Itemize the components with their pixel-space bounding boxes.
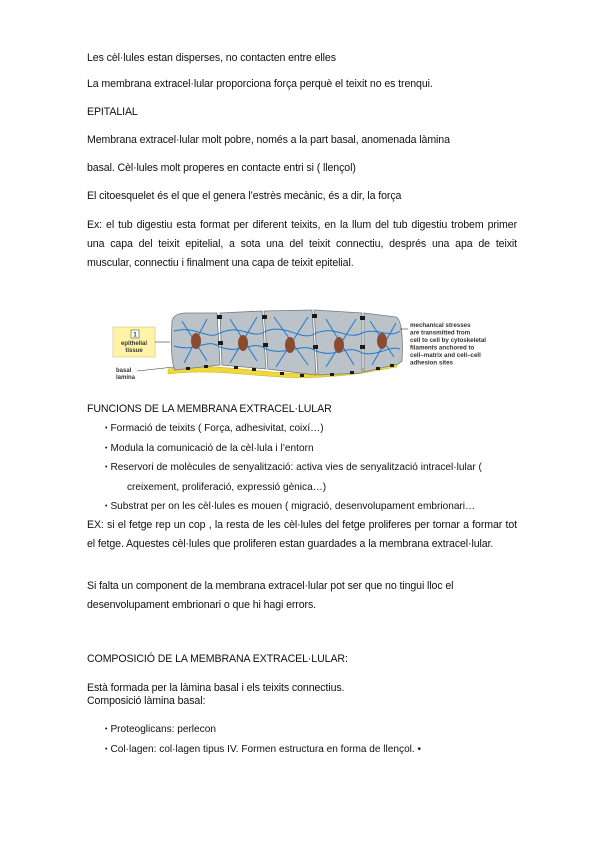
paragraph-citoesquelet: El citoesquelet és el que el genera l’estrès mecànic, és a dir, la força bbox=[87, 190, 402, 202]
bullet-icon: • bbox=[105, 425, 108, 432]
paragraph-falta-component: Si falta un component de la membrana extracel·lular pot ser que no tingui lloc el desenvolupament embrionari o que hi hagi errors. bbox=[87, 580, 454, 611]
junction bbox=[360, 316, 365, 320]
list-item-text: Formació de teixits ( Força, adhesivitat, coixí…) bbox=[110, 423, 324, 434]
list-item-text: Reservori de molècules de senyalització: activa vies de senyalització intracel·lular ( bbox=[110, 462, 482, 474]
junction bbox=[218, 341, 223, 345]
junction bbox=[252, 368, 256, 371]
label-tissue: tissue bbox=[125, 348, 143, 354]
junction bbox=[350, 371, 354, 374]
junction bbox=[313, 345, 318, 349]
junction bbox=[263, 343, 268, 347]
list-item-text: Substrat per on les cèl·lules es mouen ( migració, desenvolupament embrionari… bbox=[110, 501, 476, 513]
list-item bbox=[101, 497, 521, 517]
bullet-icon: • bbox=[105, 503, 108, 511]
paragraph-composicio-lamina: Composició làmina basal: bbox=[87, 695, 206, 707]
nucleus bbox=[238, 335, 248, 351]
junction bbox=[186, 367, 190, 370]
bullet-icon: • bbox=[105, 444, 108, 452]
junction bbox=[300, 374, 304, 377]
paragraph-membrana-forca: La membrana extracel·lular proporciona força perquè el teixit no es trenqui. bbox=[87, 78, 433, 90]
paragraph-membrana-pobre: Membrana extracel·lular molt pobre, només a la part basal, anomenada làmina bbox=[87, 134, 450, 146]
nucleus bbox=[377, 333, 387, 349]
composicio-list bbox=[101, 720, 521, 759]
junction bbox=[330, 373, 334, 376]
paragraph-formada: Està formada per la làmina basal i els teixits connectius. bbox=[87, 682, 345, 694]
junction bbox=[360, 345, 365, 349]
caption-line-5: cell–matrix and cell–cell bbox=[410, 352, 481, 359]
junction bbox=[280, 372, 284, 375]
paragraph-disperses: Les cèl·lules estan disperses, no contacten entre elles bbox=[87, 52, 336, 64]
caption-line-1: mechanical stresses bbox=[410, 322, 471, 329]
nucleus bbox=[285, 337, 295, 353]
list-item bbox=[101, 458, 521, 497]
label-basal: basal bbox=[116, 368, 132, 374]
nucleus bbox=[191, 333, 201, 349]
nucleus bbox=[334, 337, 344, 353]
list-item bbox=[101, 419, 521, 439]
bullet-icon: • bbox=[105, 464, 108, 472]
label-epithelial: epithelial bbox=[120, 341, 148, 347]
label-lamina: lamina bbox=[116, 375, 136, 381]
list-item-continuation: creixement, proliferació, expressió gènica…) bbox=[127, 481, 327, 493]
junction bbox=[217, 315, 222, 319]
junction bbox=[234, 366, 238, 369]
junction bbox=[376, 367, 380, 370]
list-item bbox=[101, 740, 521, 760]
heading-epitelial: EPITALIAL bbox=[87, 106, 138, 118]
paragraph-basal-cells: basal. Cèl·lules molt properes en contacte entri si ( llençol) bbox=[87, 162, 356, 174]
list-item bbox=[101, 720, 521, 740]
caption-line-2: are transmitted from bbox=[410, 329, 471, 337]
bullet-icon: • bbox=[105, 726, 108, 733]
junction bbox=[262, 315, 267, 319]
epithelial-diagram bbox=[112, 301, 512, 391]
caption-line-6: adhesion sites bbox=[410, 359, 453, 367]
heading-funcions: FUNCIONS DE LA MEMBRANA EXTRACEL·LULAR bbox=[87, 403, 332, 415]
funcions-list bbox=[101, 419, 521, 517]
list-item-text: Proteoglicans: perlecon bbox=[110, 724, 216, 735]
list-item-text: Modula la comunicació de la cèl·lula i l’entorn bbox=[110, 442, 314, 454]
figure-number: 1 bbox=[133, 332, 137, 339]
bullet-icon: • bbox=[105, 745, 108, 753]
paragraph-tub-digestiu: Ex: el tub digestiu esta format per diferent teixits, en la llum del tub digestiu trobem primer una capa del teixit epitelial, a sota una del teixit connectiu, després una apa de teixit muscular, connectiu i finalment una capa de teixit epitelial. bbox=[87, 219, 517, 269]
epithelial-tissue-figure bbox=[112, 301, 512, 391]
caption-line-4: filaments anchored to bbox=[410, 344, 475, 352]
heading-composicio: COMPOSICIÓ DE LA MEMBRANA EXTRACEL·LULAR: bbox=[87, 653, 348, 665]
list-item-text: Col·lagen: col·lagen tipus IV. Formen estructura en forma de llençol. • bbox=[110, 743, 422, 755]
paragraph-fetge: EX: si el fetge rep un cop , la resta de les cèl·lules del fetge proliferes per tornar a formar tot el fetge. Aquestes cèl·lules que proliferen estan guardades a la membrana extracel·lular. bbox=[87, 519, 517, 550]
junction bbox=[390, 364, 394, 367]
junction bbox=[312, 314, 317, 318]
junction bbox=[204, 365, 208, 368]
list-item bbox=[101, 439, 521, 459]
caption-line-3: cell to cell by cytoskeletal bbox=[410, 337, 487, 344]
